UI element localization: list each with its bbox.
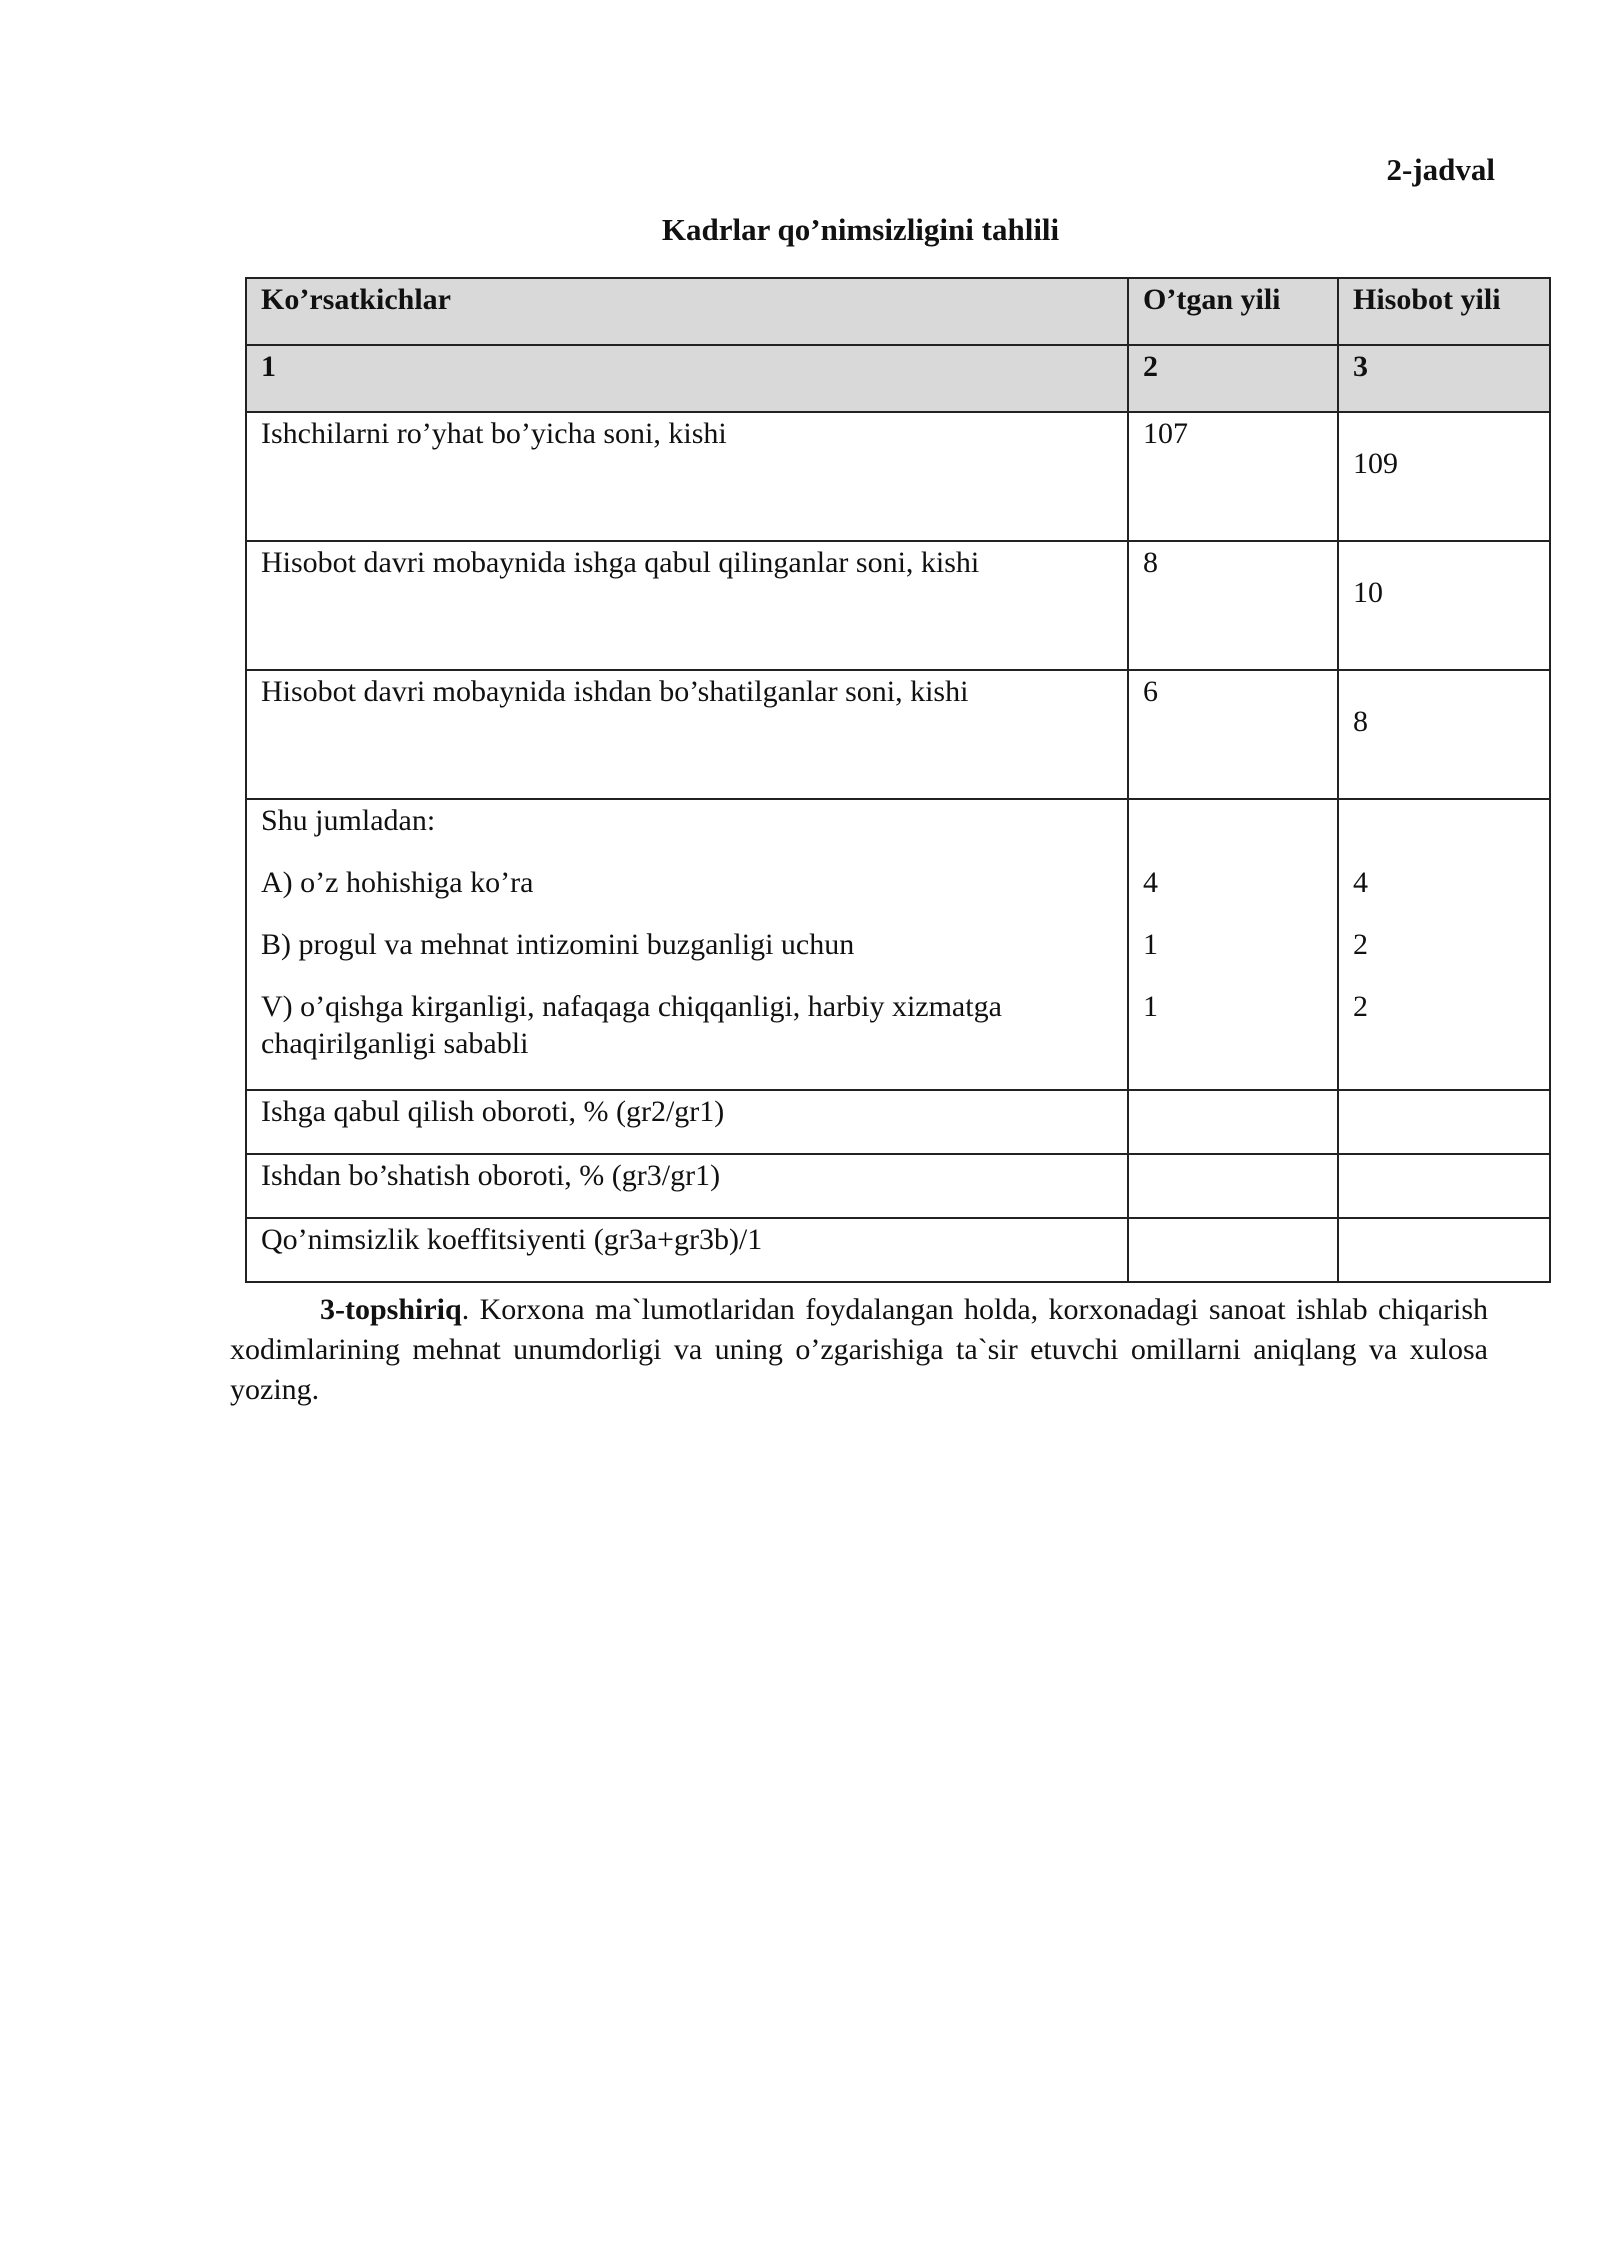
- task-paragraph: [230, 1290, 1488, 1410]
- table-row-breakdown: [246, 799, 1550, 1090]
- breakdown-prev-v: 1: [1143, 990, 1158, 1023]
- breakdown-item-v: V) o’qishga kirganligi, nafaqaga chiqqanligi, harbiy xizmatga chaqirilganligi sababli: [261, 990, 1002, 1060]
- breakdown-heading: Shu jumladan:: [261, 804, 436, 837]
- table-index-row: [246, 345, 1550, 412]
- row-prev-value: 107: [1128, 412, 1338, 541]
- table-row: [246, 1090, 1550, 1154]
- row-prev-value: 8: [1128, 541, 1338, 670]
- row-label: Hisobot davri mobaynida ishga qabul qilinganlar soni, kishi: [246, 541, 1128, 670]
- staff-turnover-table: [245, 277, 1551, 1283]
- task-text: . Korxona ma`lumotlaridan foydalangan holda, korxonadagi sanoat ishlab chiqarish xodimlarining mehnat unumdorligi va uning o’zgarishiga ta`sir etuvchi omillarni aniqlang va xulosa yozing.: [230, 1293, 1488, 1406]
- row-label: Ishdan bo’shatish oboroti, % (gr3/gr1): [246, 1154, 1128, 1218]
- table-number-label: 2-jadval: [1386, 152, 1495, 187]
- row-curr-value: [1338, 1218, 1550, 1282]
- row-prev-value: [1128, 1218, 1338, 1282]
- row-curr-value: 109: [1353, 447, 1398, 480]
- row-curr-value: [1338, 1154, 1550, 1218]
- breakdown-curr-v: 2: [1353, 990, 1368, 1023]
- row-prev-value: [1128, 1154, 1338, 1218]
- table-row: [246, 412, 1550, 541]
- header-indicators: Ko’rsatkichlar: [246, 278, 1128, 345]
- row-label: Ishchilarni ro’yhat bo’yicha soni, kishi: [246, 412, 1128, 541]
- table-row: [246, 1218, 1550, 1282]
- task-title: 3-topshiriq: [320, 1293, 462, 1326]
- index-col-2: 2: [1128, 345, 1338, 412]
- breakdown-curr-a: 4: [1353, 866, 1368, 899]
- breakdown-prev-b: 1: [1143, 928, 1158, 961]
- row-curr-value: [1338, 1090, 1550, 1154]
- row-prev-value: [1128, 1090, 1338, 1154]
- table-title: Kadrlar qo’nimsizligini tahlili: [661, 212, 1060, 247]
- row-curr-value: 8: [1353, 705, 1368, 738]
- breakdown-item-b: B) progul va mehnat intizomini buzganligi uchun: [261, 928, 855, 961]
- breakdown-curr-b: 2: [1353, 928, 1368, 961]
- table-row: [246, 1154, 1550, 1218]
- row-curr-value: 10: [1353, 576, 1383, 609]
- table-row: [246, 541, 1550, 670]
- index-col-1: 1: [246, 345, 1128, 412]
- row-label: Ishga qabul qilish oboroti, % (gr2/gr1): [246, 1090, 1128, 1154]
- row-label: Qo’nimsizlik koeffitsiyenti (gr3a+gr3b)/1: [246, 1218, 1128, 1282]
- index-col-3: 3: [1338, 345, 1550, 412]
- header-previous-year: O’tgan yili: [1128, 278, 1338, 345]
- table-header-row: [246, 278, 1550, 345]
- header-report-year: Hisobot yili: [1338, 278, 1550, 345]
- table-row: [246, 670, 1550, 799]
- breakdown-item-a: A) o’z hohishiga ko’ra: [261, 866, 534, 899]
- row-prev-value: 6: [1128, 670, 1338, 799]
- breakdown-prev-a: 4: [1143, 866, 1158, 899]
- row-label: Hisobot davri mobaynida ishdan bo’shatilganlar soni, kishi: [246, 670, 1128, 799]
